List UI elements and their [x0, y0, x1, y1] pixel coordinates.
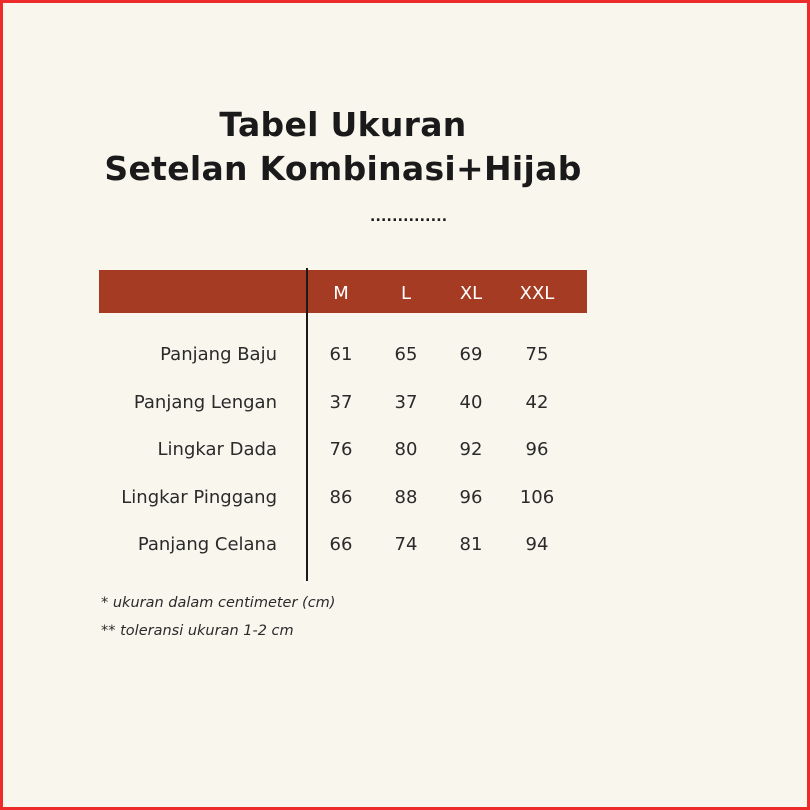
row-label-panjang-lengan: Panjang Lengan: [133, 392, 277, 413]
table-cell: 37: [394, 392, 418, 413]
table-cell: 42: [525, 392, 549, 413]
page-subtitle: Setelan Kombinasi+Hijab: [104, 149, 582, 188]
row-label-panjang-celana: Panjang Celana: [137, 534, 277, 555]
table-cell: 75: [525, 344, 549, 365]
table-cell: 66: [329, 534, 353, 555]
table-cell: 81: [459, 534, 483, 555]
row-label-lingkar-pinggang: Lingkar Pinggang: [121, 487, 277, 508]
table-cell: 86: [329, 487, 353, 508]
table-cell: 40: [459, 392, 483, 413]
row-label-lingkar-dada: Lingkar Dada: [157, 439, 277, 460]
table-cell: 96: [525, 439, 549, 460]
column-header-xxl: XXL: [519, 283, 555, 304]
tolerance-note: ** toleransi ukuran 1-2 cm: [101, 623, 294, 639]
table-cell: 96: [459, 487, 483, 508]
table-cell: 80: [394, 439, 418, 460]
row-label-panjang-baju: Panjang Baju: [160, 344, 277, 365]
table-cell: 106: [519, 487, 555, 508]
table-cell: 88: [394, 487, 418, 508]
column-header-l: L: [400, 283, 412, 304]
column-header-m: M: [333, 283, 349, 304]
table-cell: 61: [329, 344, 353, 365]
table-cell: 65: [394, 344, 418, 365]
table-divider-line: [306, 268, 308, 581]
column-header-xl: XL: [459, 283, 483, 304]
table-cell: 94: [525, 534, 549, 555]
table-cell: 76: [329, 439, 353, 460]
page-title: Tabel Ukuran: [219, 105, 467, 144]
table-cell: 69: [459, 344, 483, 365]
table-cell: 37: [329, 392, 353, 413]
table-cell: 92: [459, 439, 483, 460]
unit-note: * ukuran dalam centimeter (cm): [101, 595, 336, 611]
table-cell: 74: [394, 534, 418, 555]
title-divider: ..............: [370, 209, 448, 225]
